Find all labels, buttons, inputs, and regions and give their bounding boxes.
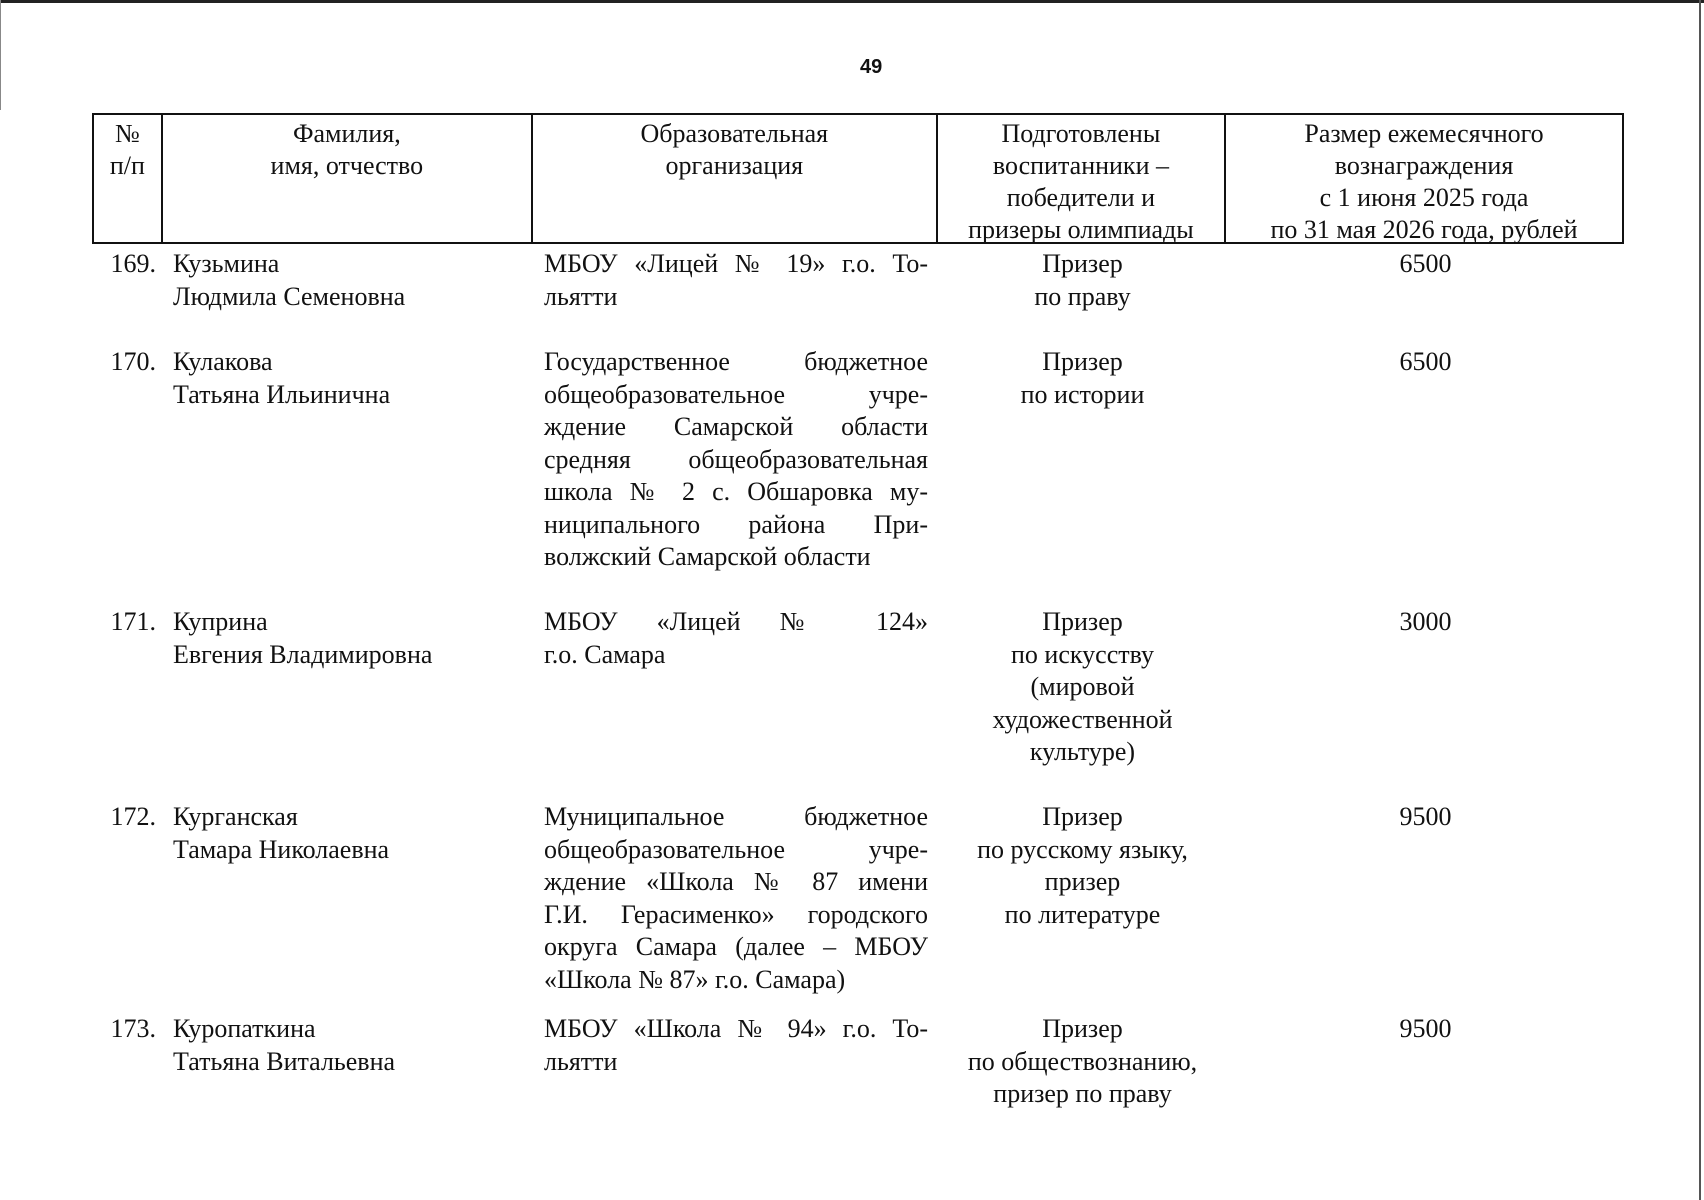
row-organization: МБОУ «Лицей № 19» г.о. То- льятти bbox=[544, 249, 928, 311]
row-achievement: Призер по русскому языку, призер по литературе bbox=[977, 802, 1188, 929]
row-number: 171. bbox=[110, 607, 156, 636]
row-full-name: Кулакова Татьяна Ильинична bbox=[173, 347, 391, 409]
header-organization: Образовательная организация bbox=[533, 115, 938, 242]
table-header bbox=[92, 113, 1624, 244]
scan-border-left bbox=[0, 0, 1, 110]
header-full-name: Фамилия, имя, отчество bbox=[163, 115, 533, 242]
row-full-name: Куприна Евгения Владимировна bbox=[173, 607, 433, 669]
row-achievement: Призер по обществознанию, призер по праву bbox=[967, 1014, 1198, 1108]
header-number: № п/п bbox=[94, 115, 163, 242]
row-full-name: Курганская Тамара Николаевна bbox=[173, 802, 390, 864]
header-achievement: Подготовлены воспитанники – победители и призеры олимпиады bbox=[938, 115, 1226, 242]
row-achievement: Призер по праву bbox=[1034, 249, 1131, 311]
row-organization: Муниципальное бюджетное общеобразовательное учре- ждение «Школа № 87 имени Г.И. Герасименко» городского округа Самара (далее – МБОУ «Школа № 87» г.о. Самара) bbox=[544, 802, 928, 994]
row-achievement: Призер по искусству (мировой художественной культуре) bbox=[992, 607, 1173, 766]
row-organization: МБОУ «Школа № 94» г.о. То- льятти bbox=[544, 1014, 928, 1076]
row-number: 170. bbox=[110, 347, 156, 376]
row-amount: 9500 bbox=[1399, 1014, 1452, 1043]
row-full-name: Куропаткина Татьяна Витальевна bbox=[173, 1014, 396, 1076]
row-number: 172. bbox=[110, 802, 156, 831]
row-amount: 9500 bbox=[1399, 802, 1452, 831]
row-amount: 6500 bbox=[1399, 249, 1452, 278]
row-number: 169. bbox=[110, 249, 156, 278]
row-full-name: Кузьмина Людмила Семеновна bbox=[173, 249, 406, 311]
header-amount: Размер ежемесячного вознаграждения с 1 июня 2025 года по 31 мая 2026 года, рублей bbox=[1270, 119, 1578, 244]
row-organization: Государственное бюджетное общеобразовательное учре- ждение Самарской области средняя общеобразовательная школа № 2 с. Обшаровка му- ниципального района При- волжский Самарской области bbox=[544, 347, 928, 571]
scan-border-top bbox=[0, 0, 1704, 3]
row-number: 173. bbox=[110, 1014, 156, 1043]
scan-border-right bbox=[1699, 0, 1701, 1200]
row-achievement: Призер по истории bbox=[1020, 347, 1145, 409]
row-amount: 3000 bbox=[1399, 607, 1452, 636]
row-amount: 6500 bbox=[1399, 347, 1452, 376]
page-number: 49 bbox=[860, 56, 883, 78]
row-organization: МБОУ «Лицей № 124» г.о. Самара bbox=[544, 607, 928, 669]
